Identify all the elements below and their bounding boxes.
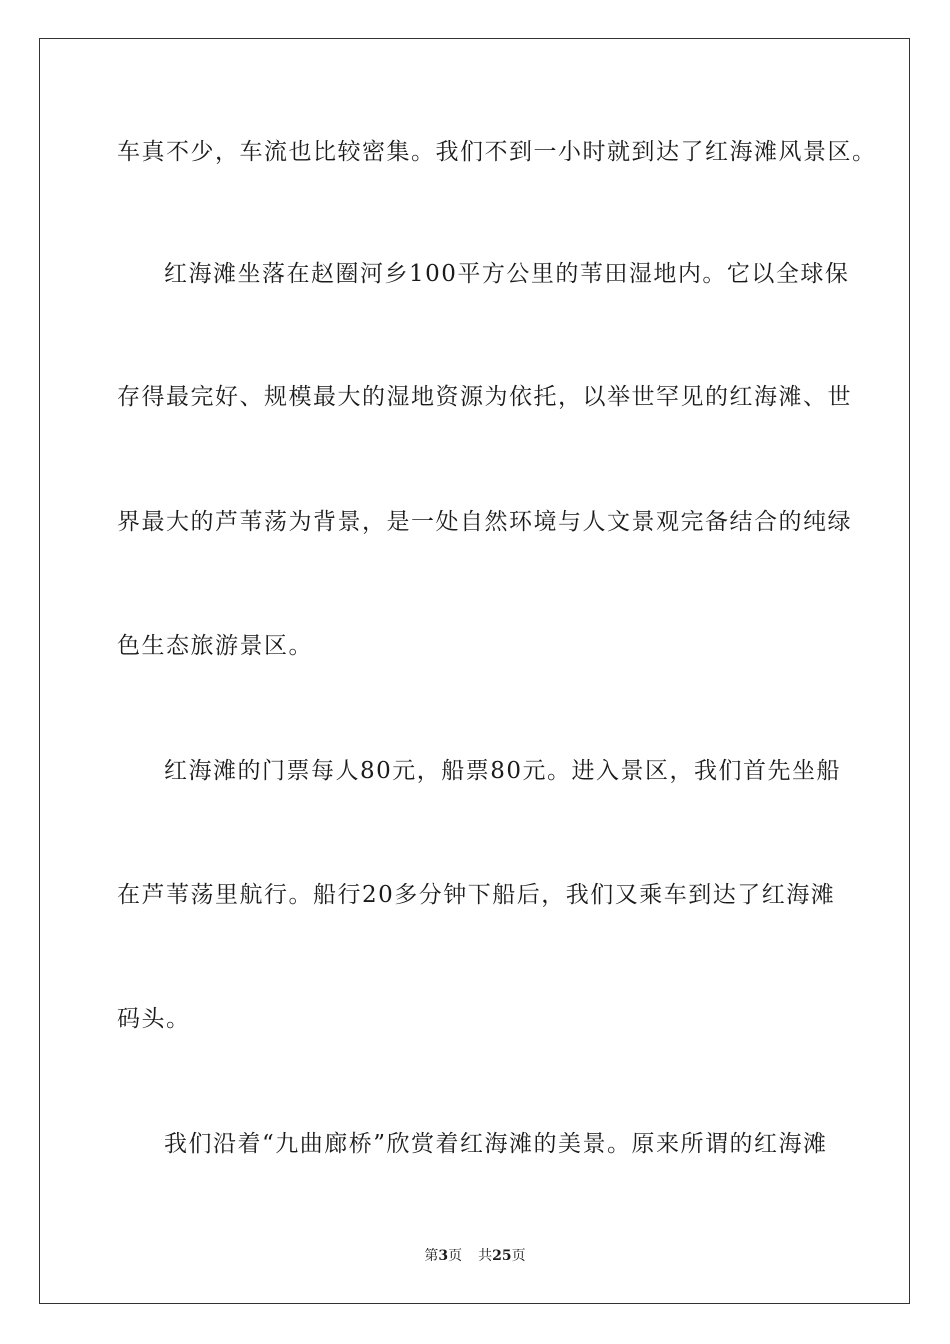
text-line-1: 车真不少，车流也比较密集。我们不到一小时就到达了红海滩风景区。 <box>117 139 877 165</box>
text-line-7: 在芦苇荡里航行。船行20多分钟下船后，我们又乘车到达了红海滩 <box>117 882 836 908</box>
page-frame <box>39 38 910 1304</box>
text-line-8: 码头。 <box>117 1006 191 1032</box>
text-line-5: 色生态旅游景区。 <box>117 633 313 659</box>
footer-page-current: 3 <box>438 1248 449 1264</box>
page-footer <box>0 1247 950 1265</box>
text-line-2: 红海滩坐落在赵圈河乡100平方公里的苇田湿地内。它以全球保 <box>164 261 850 287</box>
footer-page-suffix: 页 <box>448 1248 463 1264</box>
text-line-6: 红海滩的门票每人80元，船票80元。进入景区，我们首先坐船 <box>164 758 842 784</box>
footer-total-suffix: 页 <box>511 1248 526 1264</box>
footer-total-prefix: 共 <box>478 1248 493 1264</box>
text-line-9: 我们沿着“九曲廊桥”欣赏着红海滩的美景。原来所谓的红海滩 <box>164 1131 828 1157</box>
text-line-3: 存得最完好、规模最大的湿地资源为依托，以举世罕见的红海滩、世 <box>117 384 852 410</box>
footer-page-total: 25 <box>492 1248 512 1264</box>
text-line-4: 界最大的芦苇荡为背景，是一处自然环境与人文景观完备结合的纯绿 <box>117 509 852 535</box>
footer-page-prefix: 第 <box>424 1248 439 1264</box>
